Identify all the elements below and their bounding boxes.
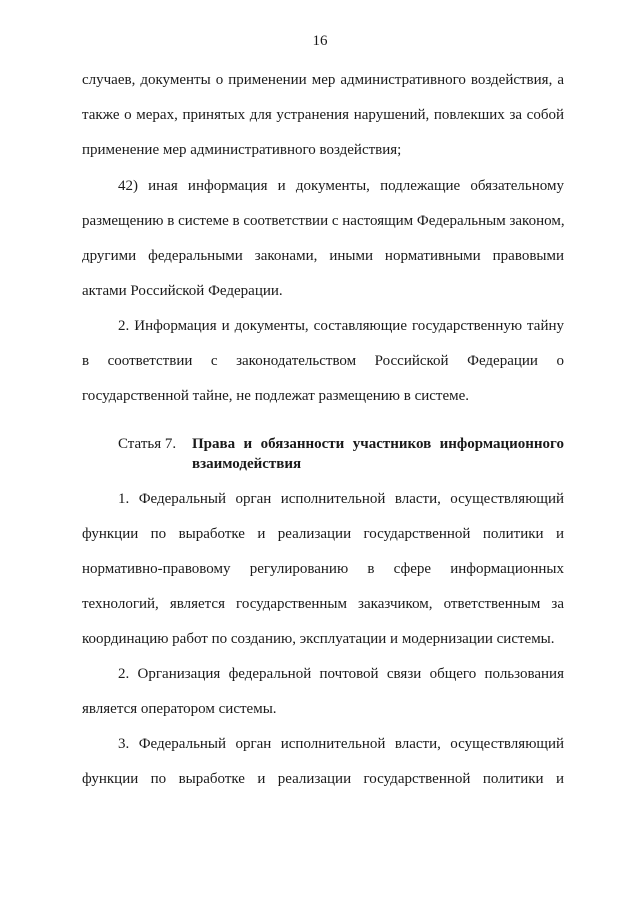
paragraph-line: нормативно-правовому регулированию в сфере информационных [82,561,564,577]
paragraph-line: 1. Федеральный орган исполнительной власти, осуществляющий [118,491,564,507]
paragraph-line: размещению в системе в соответствии с настоящим Федеральным законом, [82,213,565,229]
paragraph-line: применение мер административного воздействия; [82,142,402,158]
paragraph-line: также о мерах, принятых для устранения нарушений, повлекших за собой [82,107,564,123]
paragraph-line: 2. Информация и документы, составляющие государственную тайну [118,318,564,334]
paragraph-line: функции по выработке и реализации государственной политики и [82,526,564,542]
paragraph-line: случаев, документы о применении мер административного воздействия, а [82,72,564,88]
article-label: Статья 7. [118,436,177,452]
paragraph-line: другими федеральными законами, иными нормативными правовыми [82,248,564,264]
paragraph-line: является оператором системы. [82,701,277,717]
article-title: Права и обязанности участников информационного [192,436,564,452]
paragraph-line: координацию работ по созданию, эксплуатации и модернизации системы. [82,631,555,647]
paragraph-line: в соответствии с законодательством Российской Федерации о [82,353,564,369]
paragraph-line: функции по выработке и реализации государственной политики и [82,771,564,787]
article-title: взаимодействия [192,456,302,472]
paragraph-line: технологий, является государственным заказчиком, ответственным за [82,596,564,612]
paragraph-line: 2. Организация федеральной почтовой связи общего пользования [118,666,564,682]
paragraph-line: актами Российской Федерации. [82,283,283,299]
paragraph-line: государственной тайне, не подлежат размещению в системе. [82,388,470,404]
paragraph-line: 42) иная информация и документы, подлежащие обязательному [118,178,564,194]
page-number: 16 [312,33,328,49]
paragraph-line: 3. Федеральный орган исполнительной власти, осуществляющий [118,736,564,752]
